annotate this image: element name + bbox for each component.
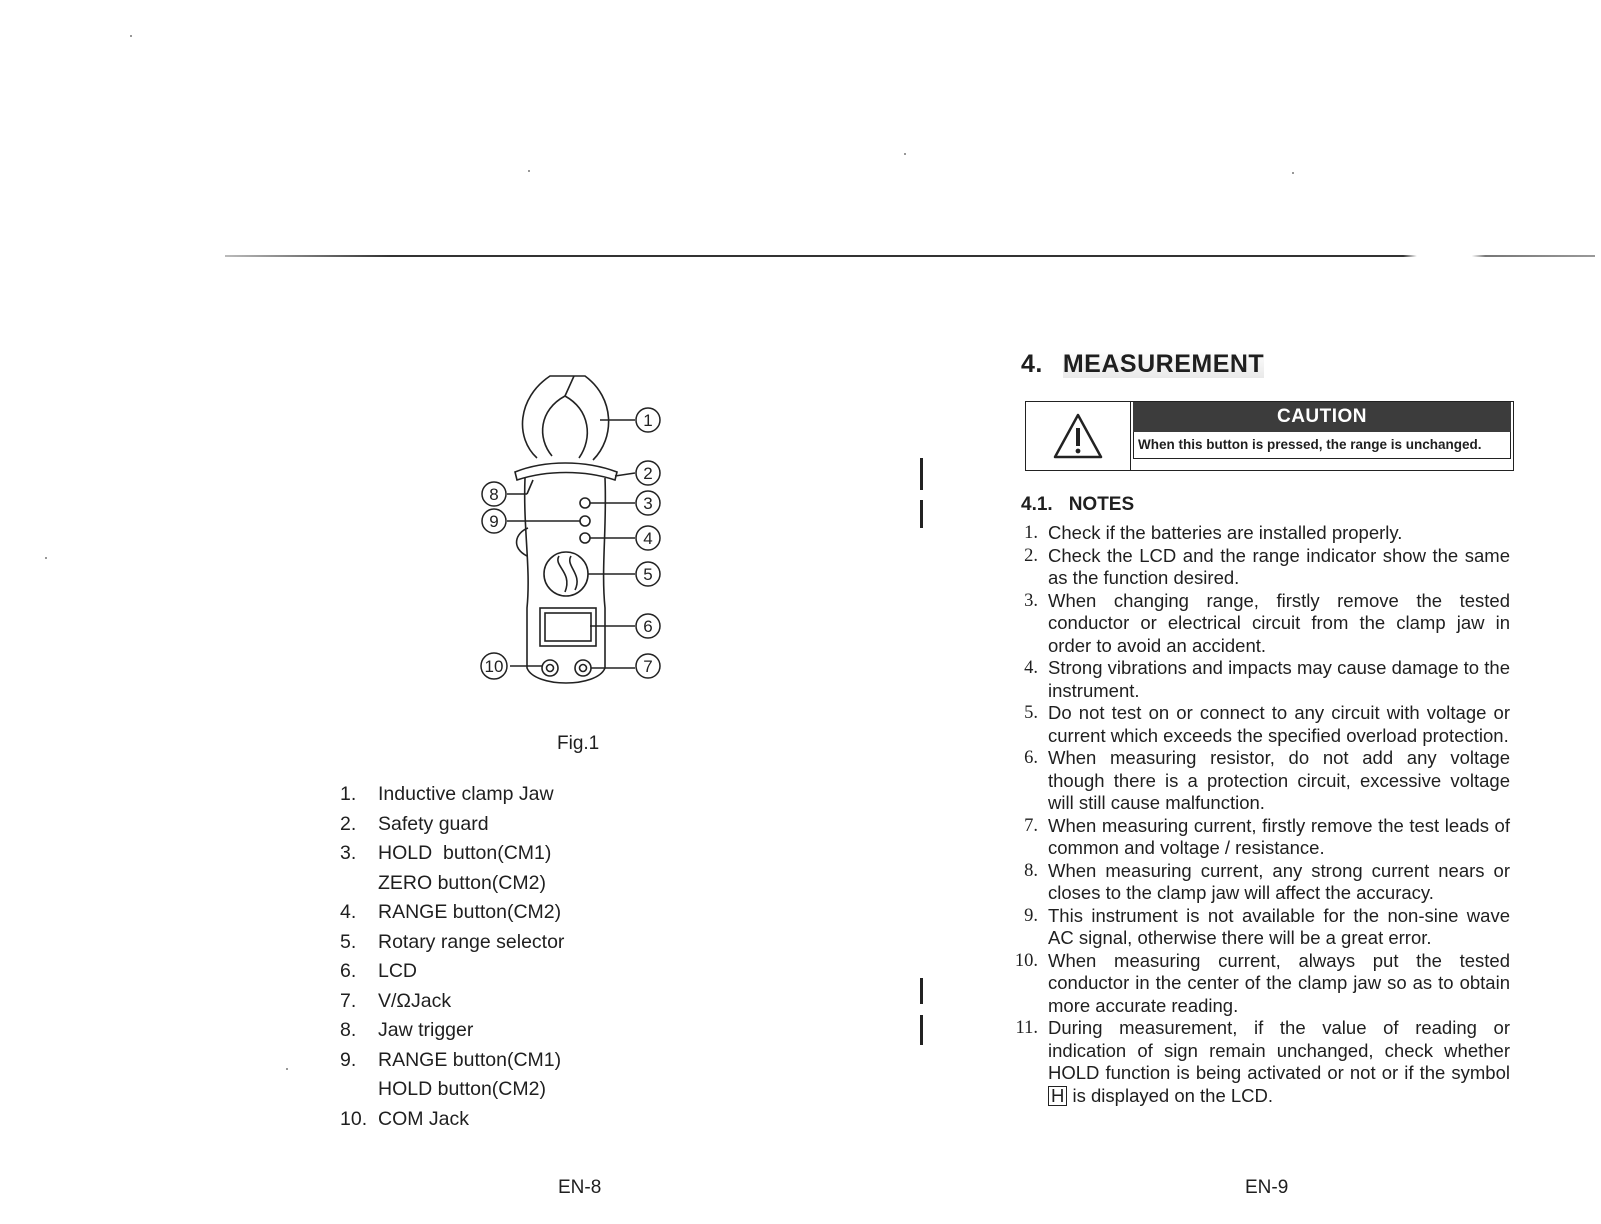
list-item — [1010, 905, 1510, 950]
item-label: COM Jack — [378, 1107, 470, 1130]
note-text: When measuring resistor, do not add any voltage though there is a protection circuit, excessive voltage will still cause malfunction. — [1048, 747, 1510, 813]
callout-1-label: 1 — [643, 411, 653, 430]
callout-5-label: 5 — [643, 565, 653, 584]
list-item — [1010, 522, 1510, 545]
note-number: 6. — [1024, 748, 1038, 768]
note-number: 5. — [1024, 703, 1038, 723]
list-item — [340, 898, 564, 928]
list-item — [1010, 1017, 1510, 1107]
item-number: 1. — [340, 783, 357, 805]
note-text: Do not test on or connect to any circuit with voltage or current which exceeds the specified overload protection. — [1048, 702, 1510, 746]
note-text: This instrument is not available for the non-sine wave AC signal, otherwise there will be a great error. — [1048, 904, 1510, 948]
list-item — [1010, 815, 1510, 860]
item-label: RANGE button(CM1) — [378, 1048, 562, 1071]
note-number: 7. — [1024, 815, 1038, 836]
list-item — [340, 1105, 564, 1135]
note-number: 9. — [1024, 905, 1038, 926]
item-number: 6. — [340, 960, 357, 982]
fold-mark — [920, 500, 923, 528]
scan-speck — [130, 35, 132, 37]
list-item — [1010, 702, 1510, 747]
item-label: ZERO button(CM2) — [378, 871, 546, 894]
item-label: Inductive clamp Jaw — [378, 783, 554, 805]
caution-heading: CAUTION — [1133, 402, 1511, 432]
note-text: When measuring current, firstly remove the test leads of common and voltage / resistance. — [1048, 814, 1510, 858]
fold-mark — [920, 1015, 923, 1045]
item-number: 10. — [340, 1107, 368, 1130]
callout-6-label: 6 — [643, 617, 653, 636]
list-item — [340, 1075, 564, 1105]
item-number: 9. — [340, 1048, 357, 1071]
note-number: 2. — [1024, 545, 1038, 566]
note-text: When changing range, firstly remove the tested conductor or electrical circuit from the clamp jaw in order to avoid an accident. — [1048, 589, 1510, 656]
note-text — [1048, 1017, 1510, 1107]
callout-7-label: 7 — [643, 657, 653, 676]
callout-4-label: 4 — [643, 529, 653, 548]
item-label: LCD — [378, 960, 418, 982]
callout-3-label: 3 — [643, 494, 653, 513]
item-number: 4. — [340, 901, 357, 923]
notes-list — [1010, 522, 1510, 1107]
list-item — [1010, 590, 1510, 658]
note-number: 8. — [1024, 860, 1038, 881]
note-number: 3. — [1024, 590, 1038, 611]
list-item — [340, 839, 564, 869]
note-text: Check if the batteries are installed properly. — [1048, 522, 1403, 543]
page-number-left: EN-8 — [558, 1177, 602, 1198]
item-label: Rotary range selector — [378, 930, 565, 953]
scan-speck — [528, 170, 530, 172]
notes-heading — [1021, 494, 1134, 516]
fold-mark — [920, 978, 923, 1004]
list-item — [340, 869, 564, 899]
list-item — [340, 810, 564, 840]
section-number: 4. — [1021, 350, 1043, 378]
warning-triangle-icon — [1026, 402, 1131, 470]
item-number: 2. — [340, 812, 357, 835]
callout-9-label: 9 — [489, 512, 499, 531]
section-title: MEASUREMENT — [1062, 350, 1265, 378]
list-item — [340, 928, 564, 958]
list-item — [340, 957, 564, 987]
list-item — [1010, 860, 1510, 905]
item-label: V/ΩJack — [378, 989, 452, 1012]
item-label: RANGE button(CM2) — [378, 901, 562, 923]
scan-speck — [286, 1068, 288, 1070]
list-item — [1010, 747, 1510, 815]
item-number: 3. — [340, 842, 357, 864]
note-text: Check the LCD and the range indicator show the same as the function desired. — [1048, 544, 1510, 588]
note-text: Strong vibrations and impacts may cause damage to the instrument. — [1048, 657, 1510, 701]
note-text: When measuring current, any strong current nears or closes to the clamp jaw will affect the accuracy. — [1048, 859, 1510, 903]
list-item — [340, 1016, 564, 1046]
notes-number: 4.1. — [1021, 494, 1053, 515]
note-number: 1. — [1024, 523, 1038, 543]
item-number: 8. — [340, 1019, 357, 1041]
list-item — [1010, 657, 1510, 702]
item-label: Safety guard — [378, 812, 489, 835]
list-item — [340, 780, 564, 810]
list-item — [1010, 950, 1510, 1018]
note-text-after: is displayed on the LCD. — [1067, 1084, 1274, 1106]
scan-speck — [1292, 172, 1294, 174]
clamp-meter-figure — [475, 368, 685, 708]
note-text-before: During measurement, if the value of reading or indication of sign remain unchanged, check whether HOLD function is being activated or not or if the symbol — [1048, 1017, 1510, 1083]
item-label: Jaw trigger — [378, 1019, 474, 1041]
scan-speck — [45, 557, 47, 559]
callout-8-label: 8 — [489, 485, 499, 504]
note-number: 4. — [1024, 658, 1038, 678]
page-number-right: EN-9 — [1245, 1177, 1289, 1198]
notes-title: NOTES — [1068, 494, 1135, 515]
note-number: 11. — [1015, 1018, 1038, 1038]
caution-box — [1025, 401, 1514, 471]
scan-speck — [904, 153, 906, 155]
caution-text: When this button is pressed, the range is unchanged. — [1133, 432, 1511, 459]
item-number: 5. — [340, 930, 357, 953]
list-item — [1010, 545, 1510, 590]
hold-symbol: H — [1048, 1086, 1067, 1106]
parts-list — [340, 780, 564, 1134]
item-number: 7. — [340, 989, 357, 1012]
callout-2-label: 2 — [643, 464, 653, 483]
item-label: HOLD button(CM2) — [378, 1078, 546, 1100]
clamp-meter-diagram — [475, 368, 685, 708]
page-top-rule — [225, 255, 1595, 257]
note-text: When measuring current, always put the tested conductor in the center of the clamp jaw so as to obtain more accurate reading. — [1048, 949, 1510, 1016]
callout-10-label: 10 — [484, 657, 504, 676]
section-heading — [1021, 350, 1264, 379]
list-item — [340, 987, 564, 1017]
list-item — [340, 1046, 564, 1076]
item-label: HOLD button(CM1) — [378, 842, 552, 864]
fold-mark — [920, 458, 923, 490]
note-number: 10. — [1014, 950, 1038, 971]
figure-caption: Fig.1 — [557, 733, 600, 754]
